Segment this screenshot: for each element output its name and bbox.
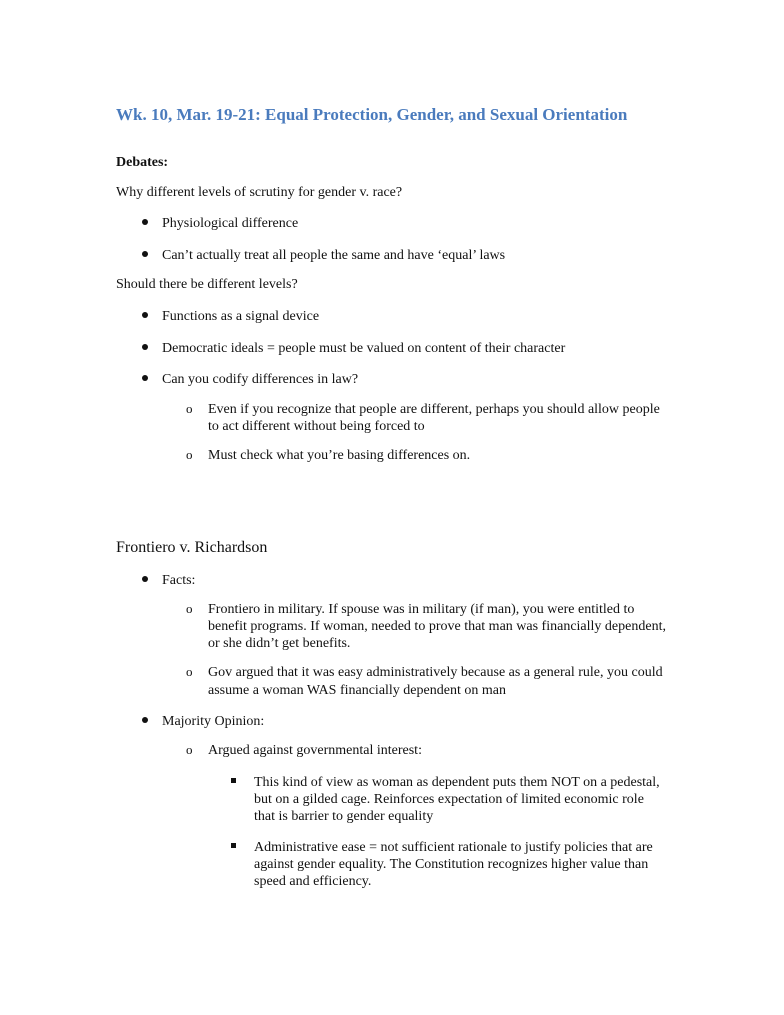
majority-point-line: that is barrier to gender equality — [254, 809, 434, 824]
bullet-icon — [142, 219, 148, 225]
circle-bullet-icon: o — [186, 742, 193, 757]
list-item: Physiological difference — [162, 216, 299, 231]
bullet-icon — [142, 375, 148, 381]
sub-list-item-line: to act different without being forced to — [208, 419, 425, 434]
facts-label: Facts: — [162, 573, 196, 588]
bullet-icon — [142, 576, 148, 582]
bullet-icon — [142, 344, 148, 350]
sub-list-item-line: Must check what you’re basing differences on. — [208, 448, 471, 463]
circle-bullet-icon: o — [186, 447, 193, 462]
circle-bullet-icon: o — [186, 664, 193, 679]
debates-heading: Debates: — [116, 155, 169, 170]
bullet-icon — [142, 717, 148, 723]
fact-line: Frontiero in military. If spouse was in military (if man), you were entitled to — [208, 602, 635, 617]
majority-sub-item: Argued against governmental interest: — [208, 743, 422, 758]
fact-line: assume a woman WAS financially dependent on man — [208, 683, 506, 698]
majority-point-line: speed and efficiency. — [254, 874, 372, 889]
square-bullet-icon — [231, 778, 236, 783]
bullet-icon — [142, 312, 148, 318]
majority-label: Majority Opinion: — [162, 714, 265, 729]
circle-bullet-icon: o — [186, 601, 193, 616]
majority-point-line: Administrative ease = not sufficient rationale to justify policies that are — [254, 840, 653, 855]
fact-line: benefit programs. If woman, needed to prove that man was financially dependent, — [208, 619, 666, 634]
majority-point-line: against gender equality. The Constitution recognizes higher value than — [254, 857, 649, 872]
fact-line: Gov argued that it was easy administratively because as a general rule, you could — [208, 665, 663, 680]
majority-point-line: but on a gilded cage. Reinforces expectation of limited economic role — [254, 792, 644, 807]
page-title: Wk. 10, Mar. 19-21: Equal Protection, Gender, and Sexual Orientation — [116, 105, 628, 124]
question-scrutiny: Why different levels of scrutiny for gender v. race? — [116, 185, 403, 200]
question-levels: Should there be different levels? — [116, 277, 298, 292]
list-item: Can you codify differences in law? — [162, 372, 359, 387]
list-item: Can’t actually treat all people the same and have ‘equal’ laws — [162, 248, 506, 263]
sub-list-item-line: Even if you recognize that people are different, perhaps you should allow people — [208, 402, 660, 417]
circle-bullet-icon: o — [186, 401, 193, 416]
list-item: Democratic ideals = people must be valued on content of their character — [162, 341, 566, 356]
square-bullet-icon — [231, 843, 236, 848]
fact-line: or she didn’t get benefits. — [208, 636, 351, 651]
list-item: Functions as a signal device — [162, 309, 320, 324]
majority-point-line: This kind of view as woman as dependent puts them NOT on a pedestal, — [254, 775, 660, 790]
bullet-icon — [142, 251, 148, 257]
case-title: Frontiero v. Richardson — [116, 539, 268, 556]
